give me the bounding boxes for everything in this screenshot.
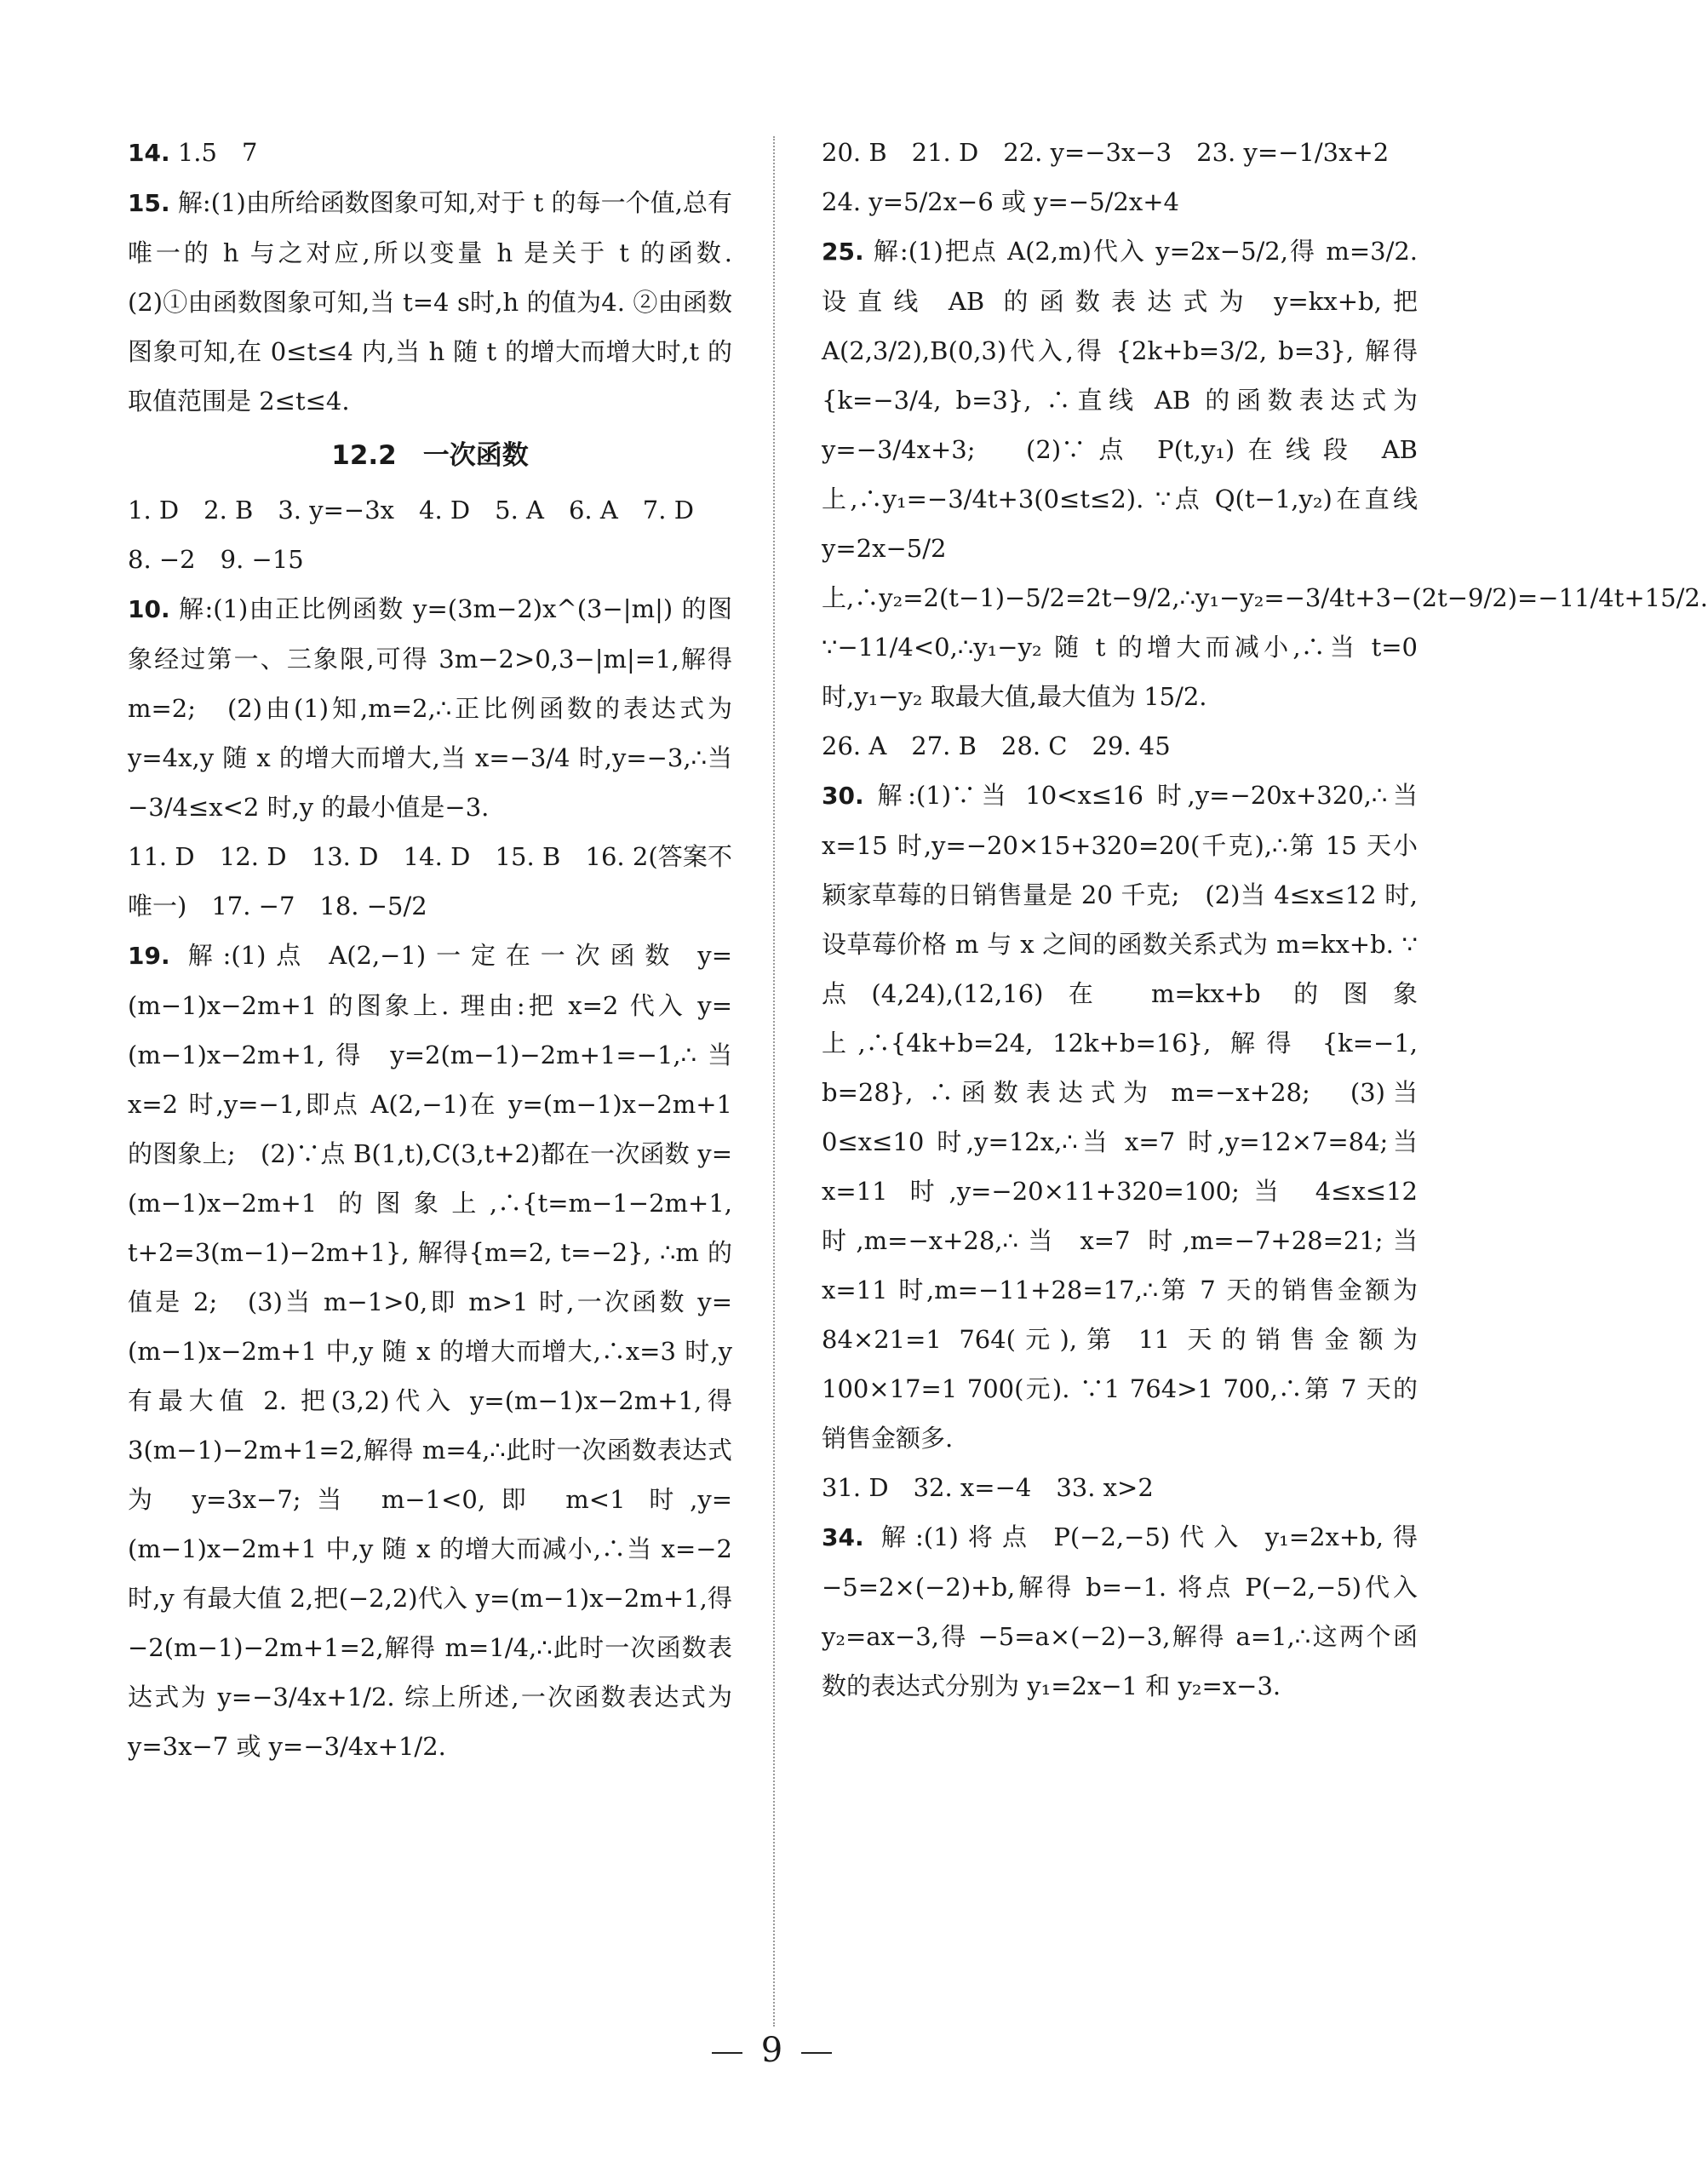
- answer-15: 15. 解:(1)由所给函数图象可知,对于 t 的每一个值,总有唯一的 h 与之对应,所以变量 h 是关于 t 的函数. (2)①由函数图象可知,当 t=4 s时,h 的值为4. ②由函数图象可知,在 0≤t≤4 内,当 h 随 t 的增大而增大时,t 的取值范围是 2≤t≤4.: [128, 188, 758, 416]
- section-heading: 12.2 一次函数: [331, 440, 529, 471]
- column-divider: [773, 136, 775, 2027]
- answers-11-18: 11. D 12. D 13. D 14. D 15. B 16. 2(答案不唯一) 17. −7 18. −5/2: [128, 842, 732, 920]
- answers-26-29: 26. A 27. B 28. C 29. 45: [822, 731, 1171, 760]
- answer-25: 25. 解:(1)把点 A(2,m)代入 y=2x−5/2,得 m=3/2. 设直线 AB 的函数表达式为 y=kx+b,把 A(2,3/2),B(0,3)代入,得 {2k+b=3/2, b=3}, 解得 {k=−3/4, b=3}, ∴直线 AB 的函数表达式为 y=−3/4x+3; (2)∵点 P(t,y₁)在线段 AB 上,∴y₁=−3/4t+3(0≤t≤2). ∵点 Q(t−1,y₂)在直线 y=2x−5/2 上,∴y₂=2(t−1)−5/2=2t−9/2,∴y₁−y₂=−3/4t+3−(2t−9/2)=−11/4t+15/2. ∵−11/4<0,∴y₁−y₂ 随 t 的增大而减小,∴当 t=0 时,y₁−y₂ 取最大值,最大值为 15/2.: [822, 237, 1708, 711]
- answers-8-9: 8. −2 9. −15: [128, 545, 304, 574]
- left-column: [128, 128, 758, 2037]
- dash-right: [801, 2052, 832, 2054]
- right-column: [822, 128, 1708, 2037]
- answer-14: 14. 1.5 7: [128, 138, 258, 167]
- answers-1-7: 1. D 2. B 3. y=−3x 4. D 5. A 6. A 7. D: [128, 496, 694, 525]
- answers-31-33: 31. D 32. x=−4 33. x>2: [822, 1473, 1154, 1502]
- answer-19: 19. 解:(1)点 A(2,−1)一定在一次函数 y=(m−1)x−2m+1 的图象上. 理由:把 x=2 代入 y=(m−1)x−2m+1,得 y=2(m−1)−2m+1=−1,∴当 x=2 时,y=−1,即点 A(2,−1)在 y=(m−1)x−2m+1 的图象上; (2)∵点 B(1,t),C(3,t+2)都在一次函数 y=(m−1)x−2m+1 的图象上,∴{t=m−1−2m+1, t+2=3(m−1)−2m+1}, 解得{m=2, t=−2}, ∴m 的值是 2; (3)当 m−1>0,即 m>1 时,一次函数 y=(m−1)x−2m+1 中,y 随 x 的增大而增大,∴x=3 时,y 有最大值 2. 把(3,2)代入 y=(m−1)x−2m+1,得 3(m−1)−2m+1=2,解得 m=4,∴此时一次函数表达式为 y=3x−7;当 m−1<0,即 m<1 时,y=(m−1)x−2m+1 中,y 随 x 的增大而减小,∴当 x=−2 时,y 有最大值 2,把(−2,2)代入 y=(m−1)x−2m+1,得 −2(m−1)−2m+1=2,解得 m=1/4,∴此时一次函数表达式为 y=−3/4x+1/2. 综上所述,一次函数表达式为 y=3x−7 或 y=−3/4x+1/2.: [128, 941, 732, 1761]
- answer-34: 34. 解:(1)将点 P(−2,−5)代入 y₁=2x+b,得 −5=2×(−2)+b,解得 b=−1. 将点 P(−2,−5)代入 y₂=ax−3,得 −5=a×(−2)−3,解得 a=1,∴这两个函数的表达式分别为 y₁=2x−1 和 y₂=x−3.: [822, 1522, 1418, 1700]
- answer-30: 30. 解:(1)∵当 10<x≤16 时,y=−20x+320,∴当 x=15 时,y=−20×15+320=20(千克),∴第 15 天小颖家草莓的日销售量是 20 千克; (2)当 4≤x≤12 时,设草莓价格 m 与 x 之间的函数关系式为 m=kx+b. ∵点(4,24),(12,16)在 m=kx+b 的图象上,∴{4k+b=24, 12k+b=16}, 解得 {k=−1, b=28}, ∴函数表达式为 m=−x+28; (3)当 0≤x≤10 时,y=12x,∴当 x=7 时,y=12×7=84;当 x=11 时,y=−20×11+320=100;当 4≤x≤12 时,m=−x+28,∴当 x=7 时,m=−7+28=21;当 x=11 时,m=−11+28=17,∴第 7 天的销售金额为 84×21=1 764(元),第 11 天的销售金额为 100×17=1 700(元). ∵1 764>1 700,∴第 7 天的销售金额多.: [822, 781, 1418, 1453]
- answers-20-23: 20. B 21. D 22. y=−3x−3 23. y=−1/3x+2: [822, 138, 1390, 167]
- dash-left: [712, 2052, 742, 2054]
- answer-10: 10. 解:(1)由正比例函数 y=(3m−2)x^(3−|m|) 的图象经过第一、三象限,可得 3m−2>0,3−|m|=1,解得 m=2; (2)由(1)知,m=2,∴正比例函数的表达式为 y=4x,y 随 x 的增大而增大,当 x=−3/4 时,y=−3,∴当 −3/4≤x<2 时,y 的最小值是−3.: [128, 594, 733, 822]
- page-number: 9: [0, 2025, 1544, 2076]
- answer-24: 24. y=5/2x−6 或 y=−5/2x+4: [822, 187, 1179, 216]
